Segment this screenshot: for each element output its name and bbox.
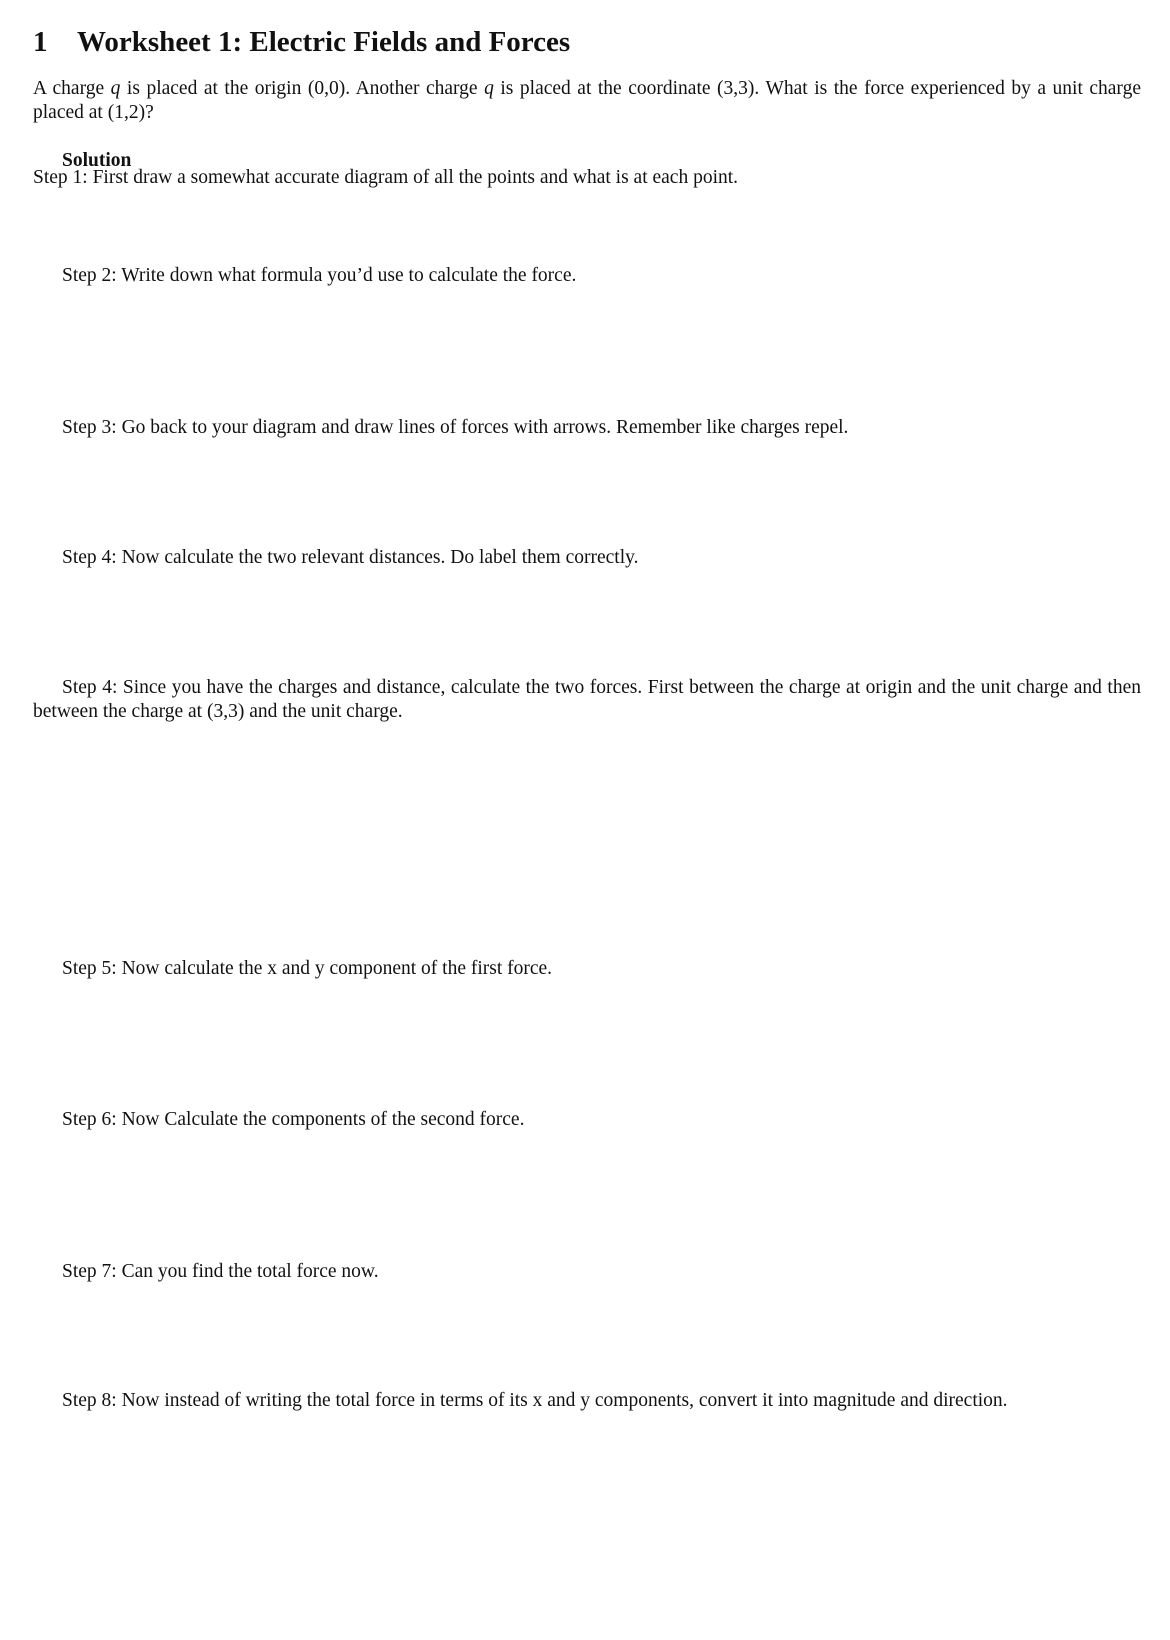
solution-label: Solution [62, 150, 132, 171]
problem-text: is placed at the origin [120, 78, 308, 99]
problem-text: . Another charge [345, 78, 485, 99]
problem-statement [33, 77, 1141, 125]
problem-text: . What is the force experienced by a unit charge placed at [33, 78, 1141, 123]
section-title: Worksheet 1: Electric Fields and Forces [77, 26, 571, 58]
step-2: Step 2: Write down what formula you’d use to calculate the force. [62, 265, 577, 286]
step-4-forces: Step 4: Since you have the charges and distance, calculate the two forces. First between the charge at origin and the unit charge and then between the charge at (3,3) and the unit charge. [33, 677, 1141, 722]
unit-charge-coordinate: (1,2) [107, 102, 146, 123]
charge-variable: q [110, 78, 121, 99]
step-5: Step 5: Now calculate the x and y component of the first force. [62, 958, 553, 979]
problem-text: ? [145, 102, 154, 123]
step-7: Step 7: Can you find the total force now. [62, 1261, 379, 1282]
step-1: Step 1: First draw a somewhat accurate diagram of all the points and what is at each point. [33, 167, 739, 188]
origin-coordinate: (0,0) [307, 78, 346, 99]
section-heading [33, 26, 570, 59]
step-3: Step 3: Go back to your diagram and draw lines of forces with arrows. Remember like charges repel. [62, 417, 849, 438]
section-number: 1 [33, 26, 48, 58]
second-charge-coordinate: (3,3) [717, 78, 755, 99]
step-8: Step 8: Now instead of writing the total force in terms of its x and y components, convert it into magnitude and direction. [62, 1390, 1008, 1411]
problem-text: is placed at the coordinate [493, 78, 718, 99]
problem-text: A charge [33, 78, 111, 99]
step-6: Step 6: Now Calculate the components of the second force. [62, 1109, 525, 1130]
step-4-distances: Step 4: Now calculate the two relevant distances. Do label them correctly. [62, 547, 639, 568]
charge-variable: q [484, 78, 494, 99]
